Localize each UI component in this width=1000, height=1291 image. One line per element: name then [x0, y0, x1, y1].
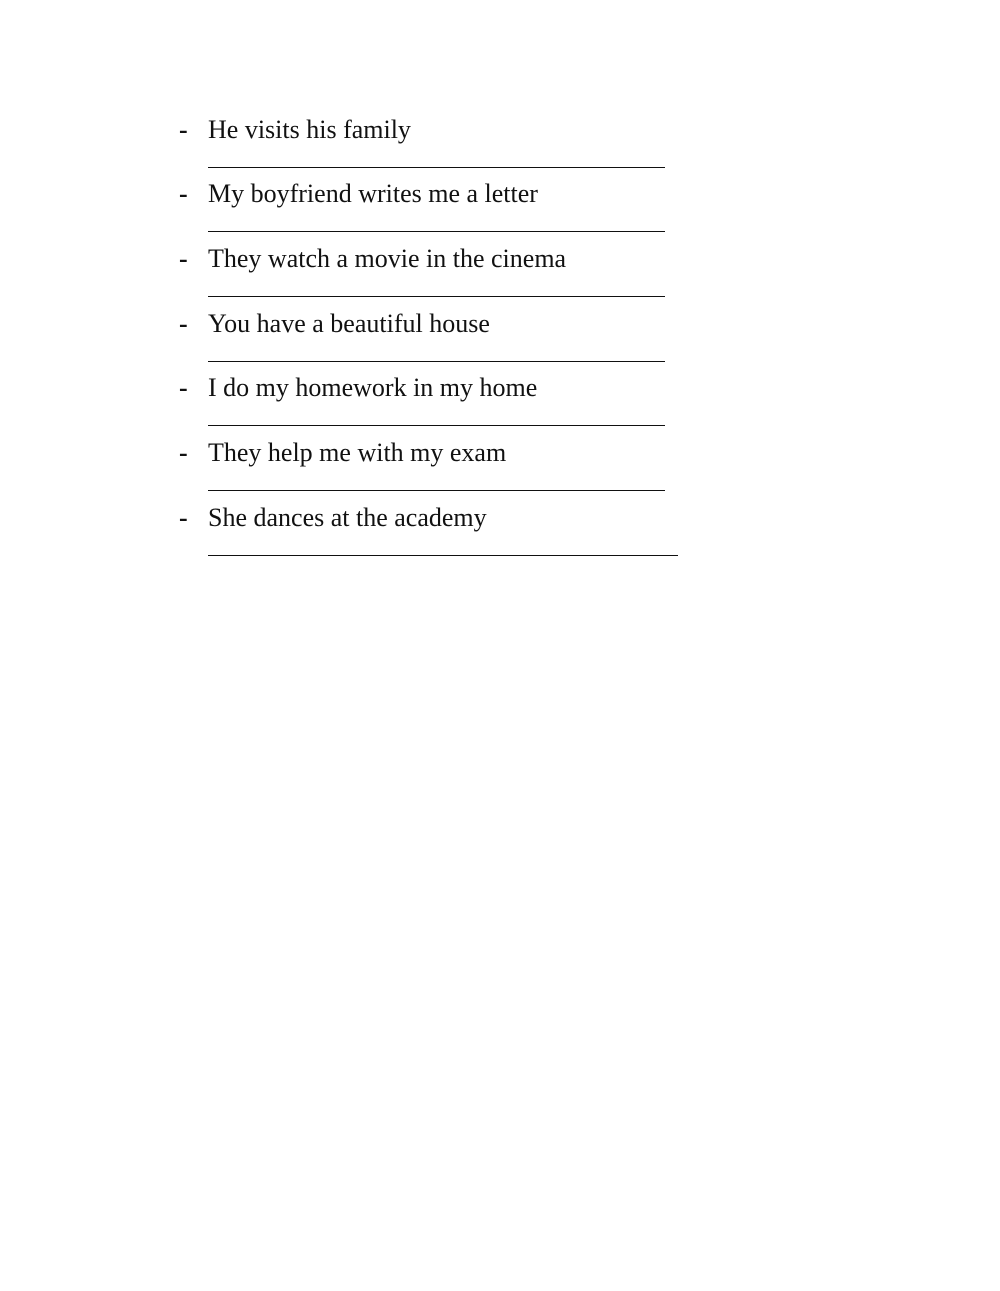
bullet-dash: -: [179, 309, 188, 338]
bullet-dash: -: [179, 179, 188, 208]
answer-blank-line[interactable]: [208, 490, 665, 491]
exercise-item-4: [176, 309, 696, 373]
answer-blank-line[interactable]: [208, 425, 665, 426]
exercise-item-3: [176, 244, 696, 308]
bullet-dash: -: [179, 373, 188, 402]
sentence-text: They watch a movie in the cinema: [208, 244, 567, 273]
exercise-item-5: [176, 373, 696, 437]
bullet-dash: -: [179, 244, 188, 273]
bullet-dash: -: [179, 503, 188, 532]
exercise-item-7: [176, 503, 696, 567]
sentence-text: They help me with my exam: [208, 438, 507, 467]
answer-blank-line[interactable]: [208, 167, 665, 168]
answer-blank-line[interactable]: [208, 361, 665, 362]
answer-blank-line[interactable]: [208, 231, 665, 232]
exercise-item-2: [176, 179, 696, 243]
sentence-text: He visits his family: [208, 115, 411, 144]
sentence-text: You have a beautiful house: [208, 309, 490, 338]
bullet-dash: -: [179, 438, 188, 467]
exercise-item-6: [176, 438, 696, 502]
exercise-item-1: [176, 115, 696, 179]
answer-blank-line[interactable]: [208, 296, 665, 297]
sentence-text: She dances at the academy: [208, 503, 487, 532]
sentence-text: I do my homework in my home: [208, 373, 538, 402]
bullet-dash: -: [179, 115, 188, 144]
answer-blank-line[interactable]: [208, 555, 678, 556]
sentence-text: My boyfriend writes me a letter: [208, 179, 538, 208]
